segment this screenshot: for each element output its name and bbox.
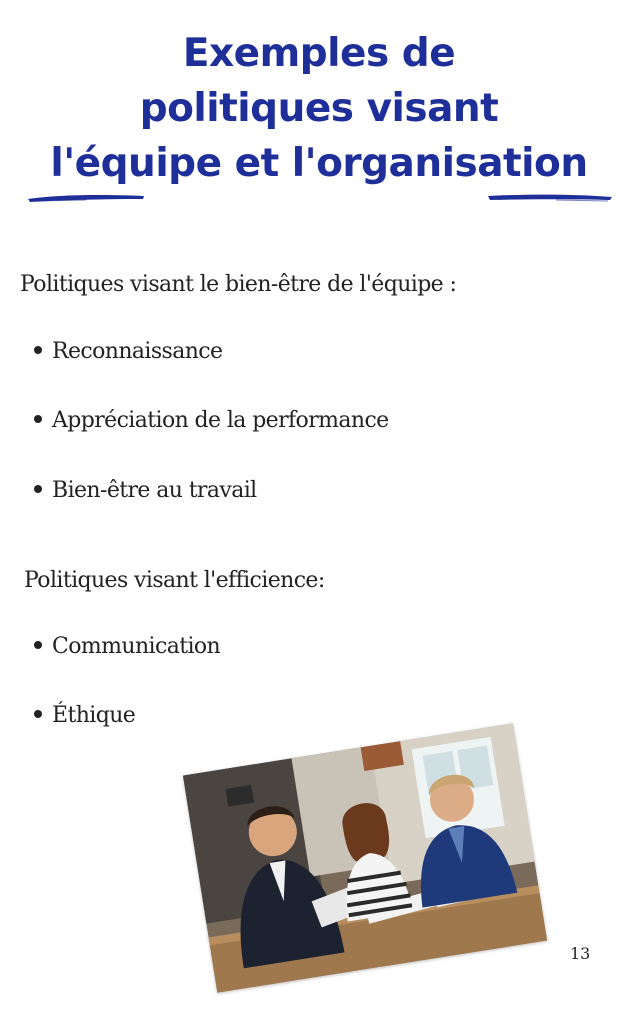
list-item (34, 634, 220, 659)
bullet-icon (34, 346, 42, 354)
title-line-2: politiques visant (139, 86, 499, 131)
brush-stroke-right (486, 190, 614, 204)
page-title (0, 26, 638, 191)
section-heading-team: Politiques visant le bien-être de l'équipe : (20, 272, 457, 297)
list-item-label: Reconnaissance (52, 339, 223, 364)
title-line-1: Exemples de (182, 31, 456, 76)
bullet-icon (34, 710, 42, 718)
list-item-label: Communication (52, 634, 221, 659)
list-item-label: Bien-être au travail (52, 478, 257, 503)
photo-illustration (183, 723, 547, 993)
business-meeting-photo (183, 723, 547, 993)
bullet-icon (34, 641, 42, 649)
list-item (34, 703, 135, 728)
list-item (34, 339, 222, 364)
list-item-label: Éthique (52, 703, 136, 728)
section-heading-efficiency: Politiques visant l'efficience: (24, 568, 325, 593)
brush-stroke-left (26, 190, 146, 204)
list-item-label: Appréciation de la performance (52, 408, 389, 433)
list-item (34, 478, 257, 503)
list-item (34, 408, 389, 433)
bullet-icon (34, 415, 42, 423)
bullet-icon (34, 485, 42, 493)
title-line-3: l'équipe et l'organisation (50, 141, 588, 186)
page-number: 13 (570, 944, 591, 963)
